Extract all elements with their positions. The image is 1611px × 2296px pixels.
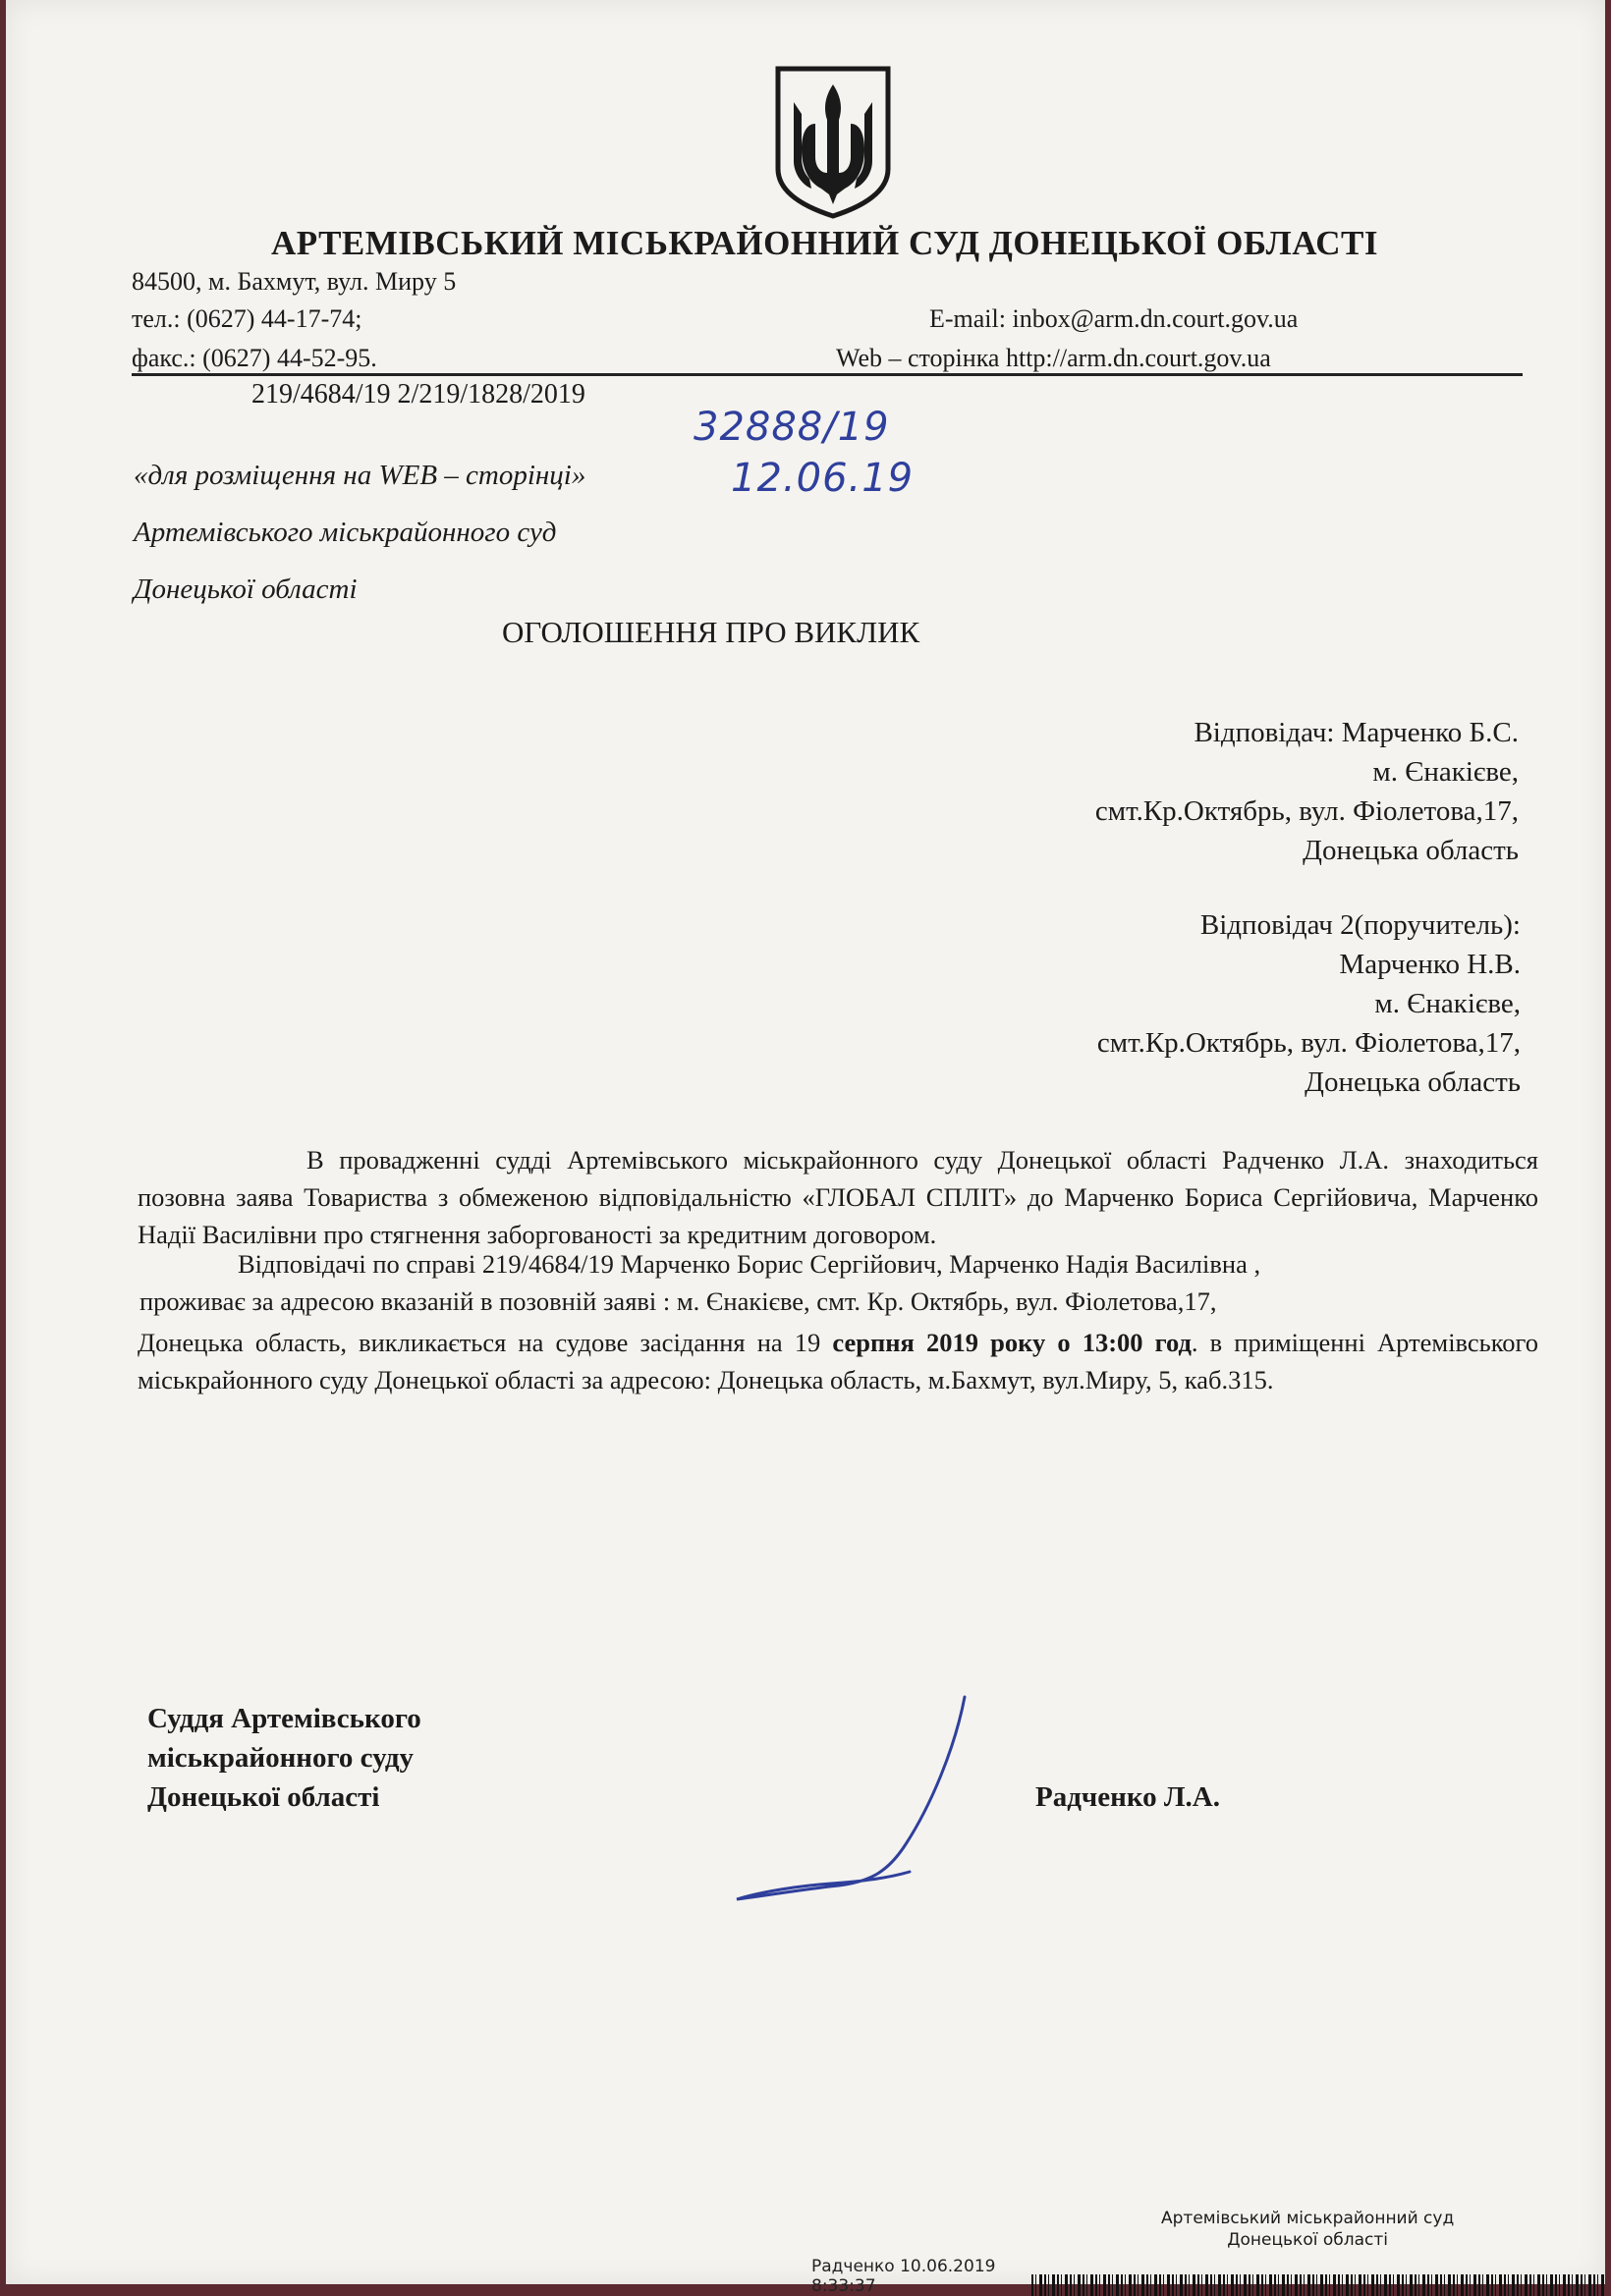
- announcement-title: ОГОЛОШЕННЯ ПРО ВИКЛИК: [502, 615, 920, 649]
- body-text-segment: Донецька область, викликається на судове засідання на 19: [138, 1328, 833, 1357]
- court-phone: тел.: (0627) 44-17-74;: [132, 304, 362, 333]
- coat-of-arms-icon: [772, 63, 894, 220]
- defendant-2-line-1: Відповідач 2(поручитель):: [1199, 909, 1521, 941]
- defendant-2-line-2: Марченко Н.В.: [1339, 949, 1521, 980]
- body-paragraph-2-line-2: проживає за адресою вказаній в позовній заяві : м. Єнакієве, смт. Кр. Октябрь, вул. Фіолетова,17,: [139, 1286, 1217, 1316]
- case-number: 219/4684/19 2/219/1828/2019: [251, 379, 585, 410]
- handwritten-signature-icon: [723, 1689, 978, 1915]
- footer-stamp: [1161, 2208, 1454, 2251]
- body-paragraph-1: В провадженні судді Артемівського міськрайонного суду Донецької області Радченко Л.А. знаходиться позовна заява Товариства з обмеженою відповідальністю «ГЛОБАЛ СПЛІТ» до Марченко Бориса Сергійовича, Марченко Надії Василівни про стягнення заборгованості за кредитним договором.: [138, 1145, 1538, 1249]
- footer-barcode-row: [811, 2257, 1605, 2296]
- defendant-1-block: [1095, 713, 1519, 870]
- defendant-1-line-4: Донецька область: [1303, 835, 1519, 866]
- defendant-2-line-5: Донецька область: [1305, 1066, 1521, 1098]
- judge-name: Радченко Л.А.: [1035, 1781, 1220, 1813]
- handwritten-reg-number: 32888/19: [694, 405, 890, 450]
- defendant-2-line-3: м. Єнакієве,: [1374, 988, 1521, 1019]
- defendant-2-block: [1097, 905, 1521, 1102]
- court-title: АРТЕМІВСЬКИЙ МІСЬКРАЙОННИЙ СУД ДОНЕЦЬКОЇ ОБЛАСТІ: [271, 224, 1378, 262]
- placement-line-2: Артемівського міськрайонного суд: [134, 517, 557, 548]
- court-web: Web – сторінка http://arm.dn.court.gov.ua: [836, 344, 1271, 372]
- judge-title-line-2: міськрайонного суду: [147, 1742, 415, 1774]
- footer-stamp-line-2: Донецької області: [1227, 2230, 1388, 2250]
- header-divider: [132, 373, 1523, 376]
- document-page: [6, 0, 1605, 2296]
- court-address: 84500, м. Бахмут, вул. Миру 5: [132, 267, 457, 296]
- placement-line-1: «для розміщення на WEB – сторінці»: [134, 460, 586, 491]
- defendant-2-line-4: смт.Кр.Октябрь, вул. Фіолетова,17,: [1096, 1027, 1521, 1059]
- body-text-segment: . в приміщенні Артемівського міськрайонного суду Донецької області за адресою: Донецька область, м.Бахмут, вул.Миру, 5, каб.315.: [138, 1328, 1538, 1394]
- court-fax: факс.: (0627) 44-52-95.: [132, 344, 377, 372]
- handwritten-reg-date: 12.06.19: [731, 456, 915, 501]
- barcode-text: Радченко 10.06.2019 8:33:37: [811, 2257, 996, 2296]
- defendant-1-line-3: смт.Кр.Октябрь, вул. Фіолетова,17,: [1094, 795, 1519, 827]
- defendant-1-line-2: м. Єнакієве,: [1372, 756, 1519, 788]
- placement-line-3: Донецької області: [134, 574, 358, 605]
- body-paragraph-2-rest: [138, 1324, 1538, 1398]
- hearing-date: серпня 2019 року о 13:00 год: [832, 1328, 1192, 1357]
- court-email: E-mail: inbox@arm.dn.court.gov.ua: [929, 304, 1299, 333]
- barcode-icon: [1031, 2274, 1605, 2296]
- footer-stamp-line-1: Артемівський міськрайонний суд: [1161, 2209, 1455, 2228]
- judge-title-block: [147, 1699, 421, 1817]
- defendant-1-line-1: Відповідач: Марченко Б.С.: [1194, 717, 1519, 748]
- judge-title-line-3: Донецької області: [147, 1781, 380, 1813]
- judge-title-line-1: Суддя Артемівського: [147, 1703, 421, 1734]
- body-paragraph-2-line-1: Відповідачі по справі 219/4684/19 Марченко Борис Сергійович, Марченко Надія Василівна ,: [238, 1249, 1261, 1279]
